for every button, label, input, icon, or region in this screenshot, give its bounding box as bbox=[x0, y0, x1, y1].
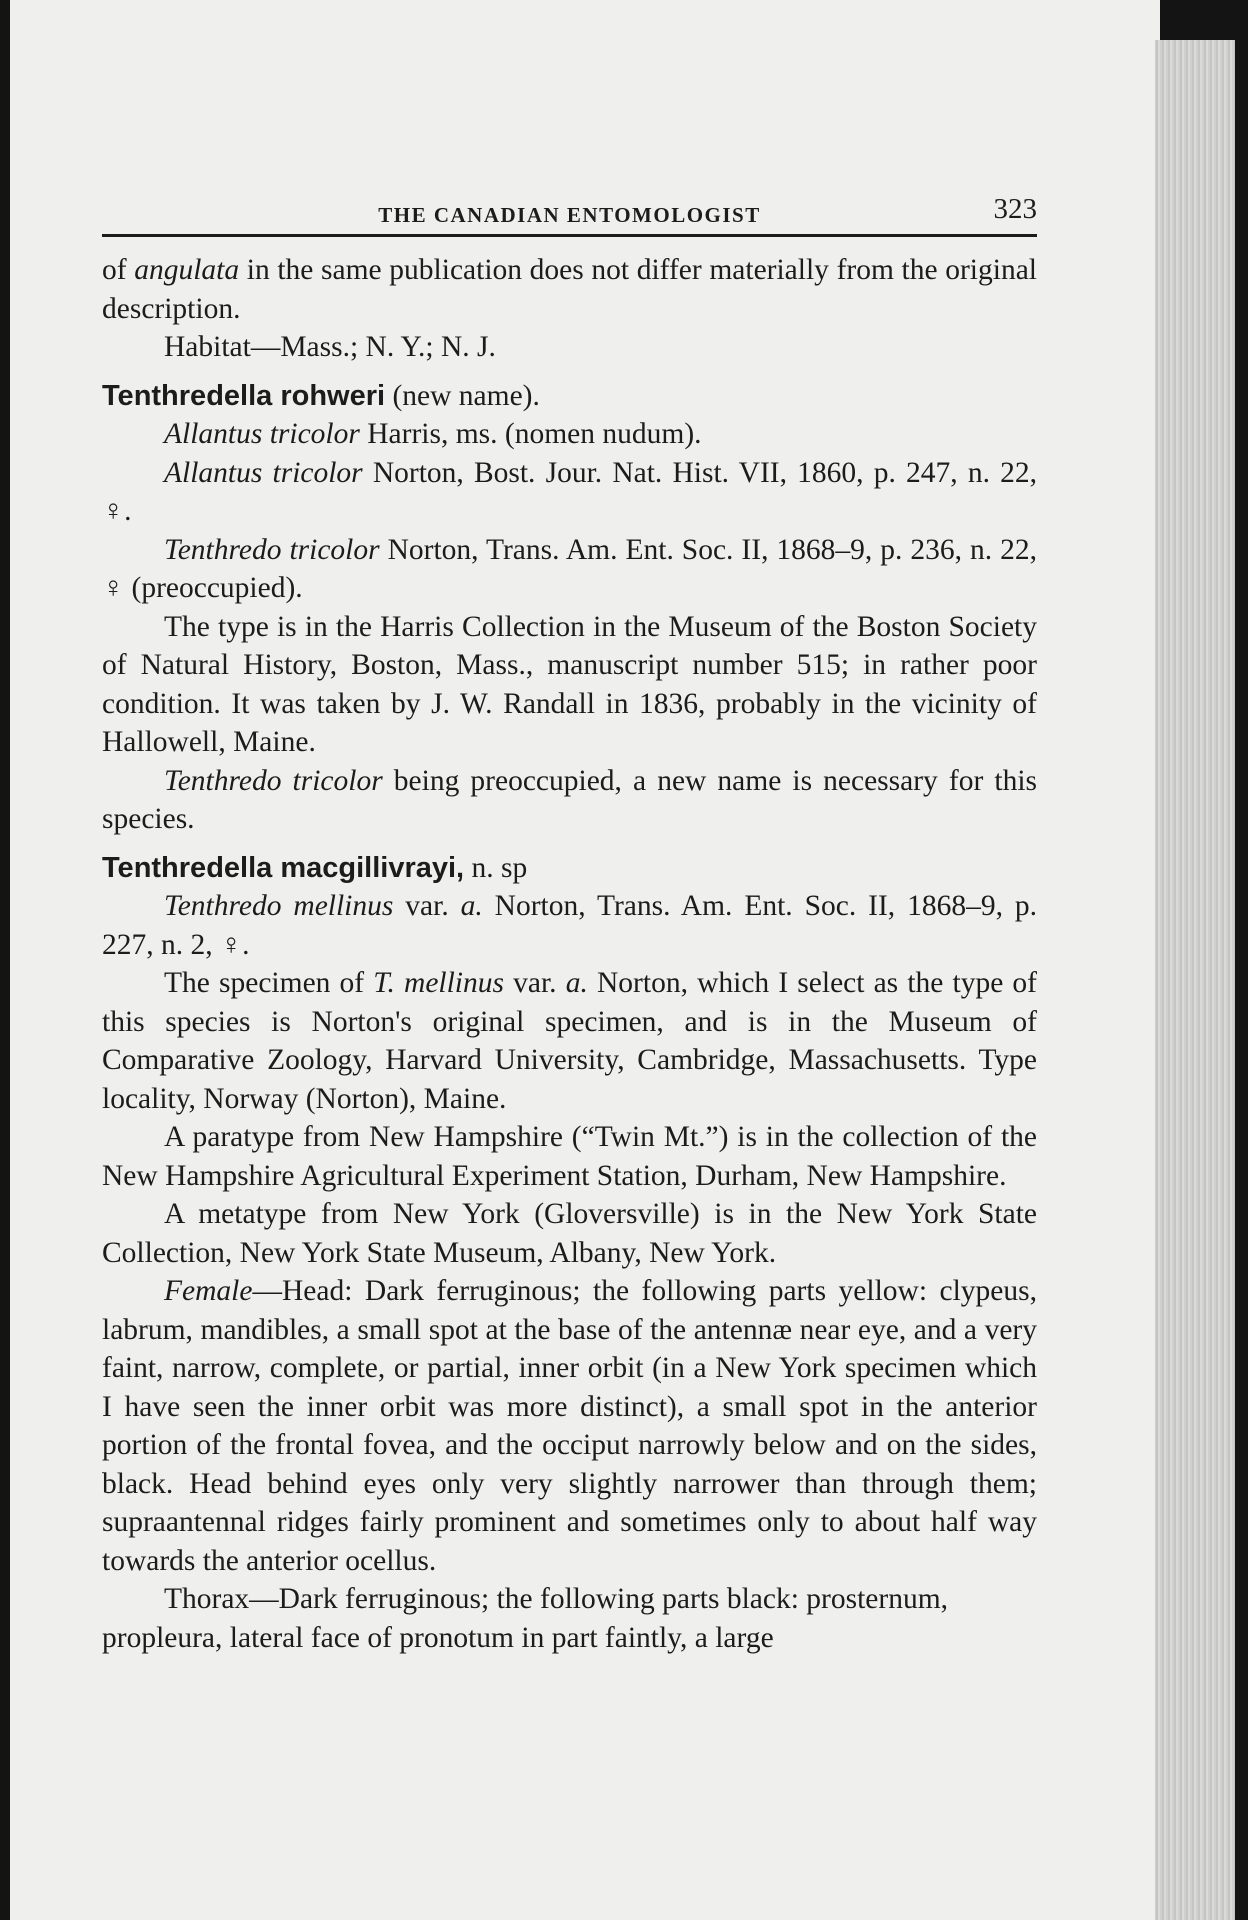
text-run: being preoccupied, a new name is necessary for this species. bbox=[102, 764, 1037, 835]
paragraph-female-head bbox=[102, 1272, 1037, 1580]
citation: Harris, ms. (nomen nudum). bbox=[359, 418, 702, 450]
citation: Norton, Bost. Jour. Nat. Hist. VII, 1860, p. 247, n. 22, ♀. bbox=[102, 456, 1037, 527]
species-title: Tenthredella rohweri bbox=[102, 379, 386, 412]
page-stack-edge bbox=[1155, 40, 1235, 1920]
page-number: 323 bbox=[993, 193, 1037, 225]
text-run: var. bbox=[393, 890, 461, 922]
paragraph-paratype: A paratype from New Hampshire (“Twin Mt.”) is in the collection of the New Hampshire Agricultural Experiment Station, Durham, New Hampshire. bbox=[102, 1121, 1037, 1192]
paragraph-angulata bbox=[102, 251, 1037, 328]
text-run: The specimen of bbox=[164, 967, 374, 999]
paragraph-thorax: Thorax—Dark ferruginous; the following parts black: prosternum, propleura, lateral face of pronotum in part faintly, a large bbox=[102, 1583, 949, 1654]
text-run: var. bbox=[504, 967, 566, 999]
species-heading-macgillivrayi bbox=[102, 849, 1037, 888]
paragraph-new-name bbox=[102, 762, 1037, 839]
paragraph-habitat: Habitat—Mass.; N. Y.; N. J. bbox=[164, 331, 496, 363]
variety-letter: a. bbox=[565, 967, 588, 999]
citation: Norton, Trans. Am. Ent. Soc. II, 1868–9, p. 236, n. 22, ♀ (preoccupied). bbox=[102, 533, 1037, 604]
synonym-entry bbox=[102, 887, 1037, 964]
page-content bbox=[102, 190, 1037, 1657]
paragraph-metatype: A metatype from New York (Gloversville) is in the New York State Collection, New York State Museum, Albany, New York. bbox=[102, 1198, 1037, 1269]
species-name: angulata bbox=[134, 254, 240, 286]
synonym-entry bbox=[102, 454, 1037, 531]
species-name: Allantus tricolor bbox=[164, 418, 360, 450]
text-run: —Head: Dark ferruginous; the following parts yellow: clypeus, labrum, mandibles, a small spot at the base of the antennæ near eye, and a very faint, narrow, complete, or partial, inner orbit (in a New York specimen which I have seen the inner orbit was more distinct), a small spot in the anterior portion of the frontal fovea, and the occiput narrowly below and on the sides, black. Head behind eyes only very slightly narrower than through them; supraantennal ridges fairly prominent and sometimes only to about half way towards the anterior ocellus. bbox=[102, 1275, 1037, 1577]
paragraph-type-specimen bbox=[102, 964, 1037, 1118]
species-name: T. mellinus bbox=[373, 967, 504, 999]
text-run: in the same publication does not differ materially from the original description. bbox=[102, 254, 1037, 325]
species-title: Tenthredella macgillivrayi, bbox=[102, 851, 465, 884]
text-run: Norton, which I select as the type of this species is Norton's original specimen, and is in the Museum of Comparative Zoology, Harvard University, Cambridge, Massachusetts. Type locality, Norway (Norton), Maine. bbox=[102, 967, 1038, 1115]
species-name: Allantus tricolor bbox=[164, 456, 363, 489]
paragraph-type-location: The type is in the Harris Collection in the Museum of the Boston Society of Natural History, Boston, Mass., manuscript number 515; in rather poor condition. It was taken by J. W. Randall in 1836, probably in the vicinity of Hallowell, Maine. bbox=[102, 610, 1037, 758]
species-heading-rohweri bbox=[102, 377, 1037, 416]
running-head bbox=[102, 190, 1037, 234]
book-page bbox=[10, 0, 1160, 1920]
species-name: Tenthredo tricolor bbox=[164, 533, 380, 566]
heading-note: (new name). bbox=[385, 379, 540, 412]
species-name: Tenthredo mellinus bbox=[164, 890, 394, 922]
citation: Norton, Trans. Am. Ent. Soc. II, 1868–9, p. 227, n. 2, ♀. bbox=[102, 890, 1037, 961]
variety-letter: a. bbox=[460, 890, 483, 922]
species-name: Tenthredo tricolor bbox=[164, 764, 383, 797]
text-run: of bbox=[102, 254, 135, 286]
synonym-entry bbox=[102, 415, 1037, 454]
running-title: THE CANADIAN ENTOMOLOGIST bbox=[378, 203, 761, 227]
sex-label: Female bbox=[164, 1275, 253, 1307]
synonym-entry bbox=[102, 531, 1037, 608]
heading-note: n. sp bbox=[464, 851, 528, 884]
